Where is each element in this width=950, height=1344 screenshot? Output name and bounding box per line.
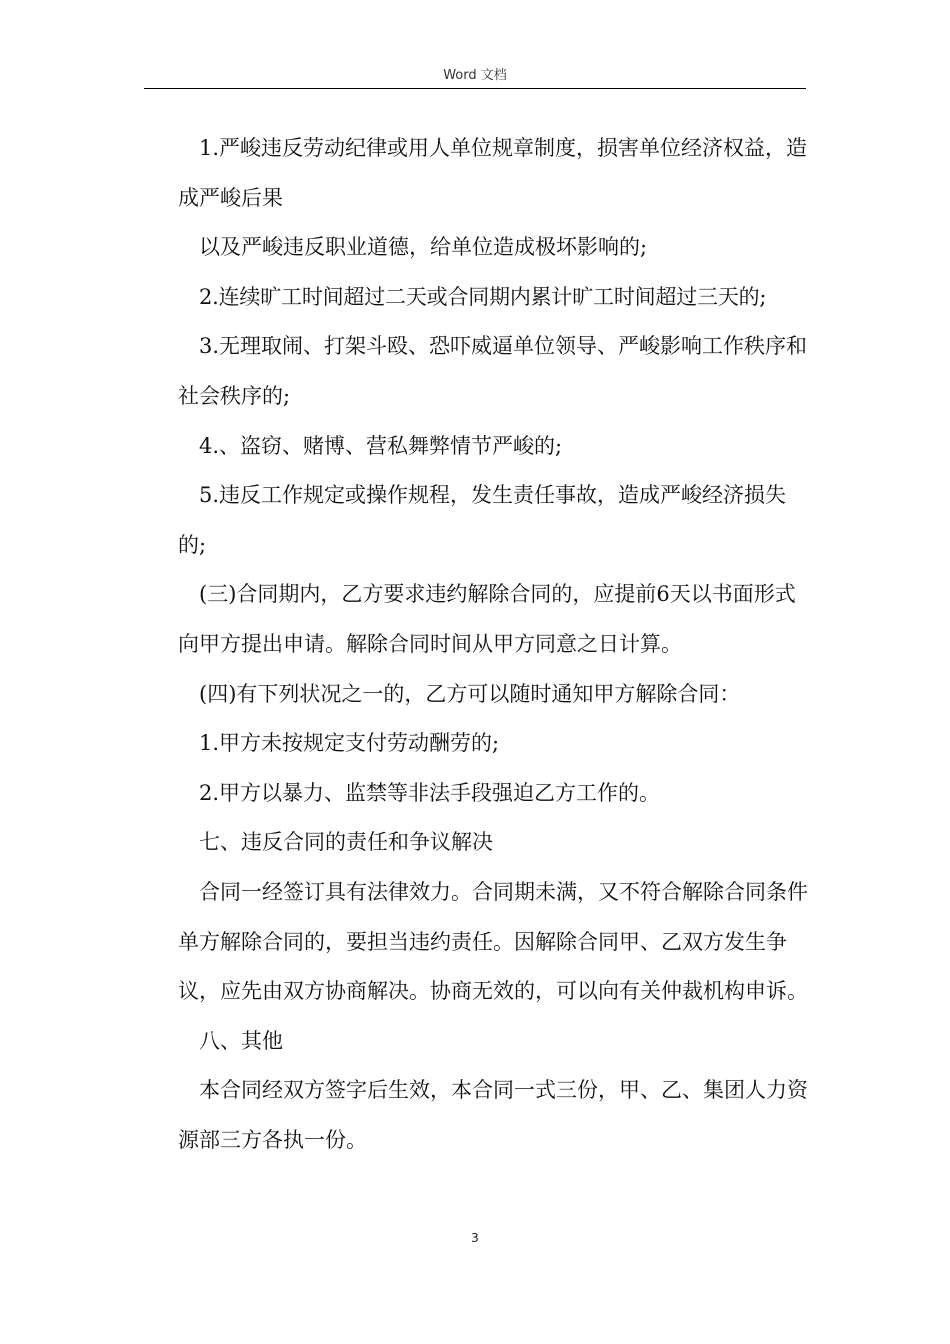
paragraph-clause-2: 2.连续旷工时间超过二天或合同期内累计旷工时间超过三天的; <box>199 284 767 309</box>
paragraph-section-3: (三)合同期内，乙方要求违约解除合同的，应提前6天以书面形式向甲方提出申请。解除合同时间从甲方同意之日计算。 <box>178 582 796 656</box>
paragraph-clause-1: 1.严峻违反劳动纪律或用人单位规章制度，损害单位经济权益，造成严峻后果 <box>178 136 808 210</box>
paragraph-clause-4: 4.、盗窃、赌博、营私舞弊情节严峻的; <box>199 433 563 458</box>
heading-section-8: 八、其他 <box>199 1028 283 1053</box>
document-body <box>178 124 810 1165</box>
paragraph-section-7-body: 合同一经签订具有法律效力。合同期未满，又不符合解除合同条件单方解除合同的，要担当违约责任。因解除合同甲、乙双方发生争议，应先由双方协商解决。协商无效的，可以向有关仲裁机构申诉。 <box>178 879 808 1004</box>
heading-section-7: 七、违反合同的责任和争议解决 <box>199 830 493 855</box>
paragraph-clause-5: 5.违反工作规定或操作规程，发生责任事故，造成严峻经济损失的; <box>178 483 787 557</box>
paragraph-section-8-body: 本合同经双方签字后生效，本合同一式三份，甲、乙、集团人力资源部三方各执一份。 <box>178 1078 808 1152</box>
paragraph-clause-3: 3.无理取闹、打架斗殴、恐吓威逼单位领导、严峻影响工作秩序和社会秩序的; <box>178 334 808 408</box>
page-header: Word 文档 <box>443 68 507 83</box>
paragraph-clause-1-continued: 以及严峻违反职业道德，给单位造成极坏影响的; <box>199 235 648 260</box>
paragraph-section-4-item-1: 1.甲方未按规定支付劳动酬劳的; <box>199 731 500 756</box>
header-divider <box>144 88 806 89</box>
paragraph-section-4: (四)有下列状况之一的，乙方可以随时通知甲方解除合同： <box>199 681 741 706</box>
paragraph-section-4-item-2: 2.甲方以暴力、监禁等非法手段强迫乙方工作的。 <box>199 780 661 805</box>
page-number: 3 <box>471 1231 479 1245</box>
